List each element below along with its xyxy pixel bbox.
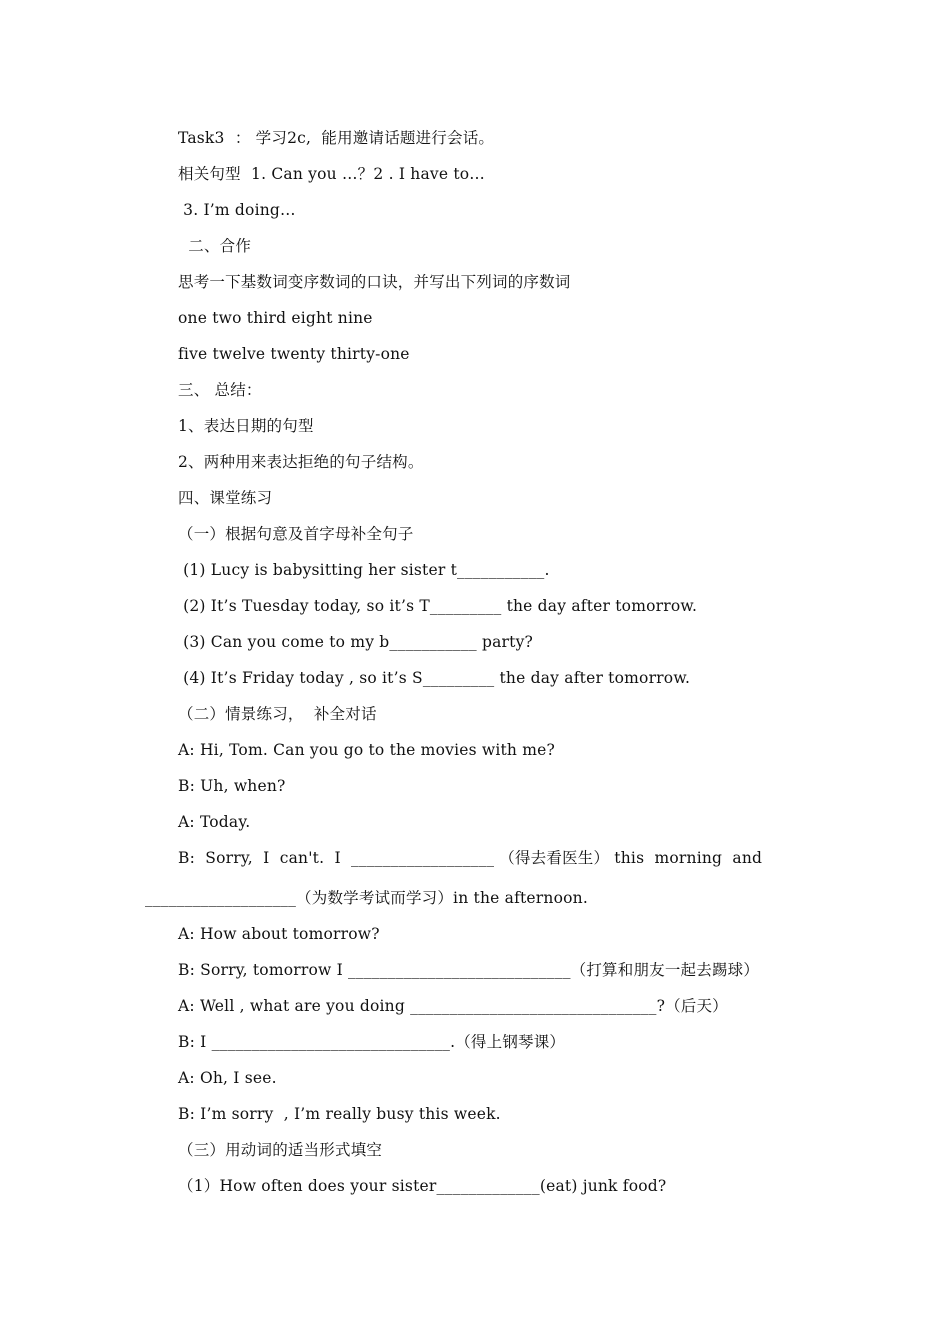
dialogue-line-4-continued: ___________________（为数学考试而学习）in the afternoon. (145, 889, 588, 907)
dialogue-line-1: A: Hi, Tom. Can you go to the movies with me? (178, 741, 556, 759)
ordinal-words-row-2: five twelve twenty thirty-one (178, 345, 410, 363)
dialogue-line-3: A: Today. (178, 813, 251, 831)
dialogue-line-9: A: Oh, I see. (178, 1069, 277, 1087)
dialogue-line-2: B: Uh, when? (178, 777, 286, 795)
dialogue-line-7: A: Well , what are you doing _______________________________?（后天） (178, 997, 728, 1015)
practice-part-2-heading: （二）情景练习， 补全对话 (178, 705, 377, 723)
practice-1-item-2: (2) It’s Tuesday today, so it’s T_________ the day after tomorrow. (178, 597, 698, 615)
practice-1-item-1: (1) Lucy is babysitting her sister t___________. (178, 561, 550, 579)
practice-1-item-3: (3) Can you come to my b___________ party? (178, 633, 534, 651)
ordinal-words-row-1: one two third eight nine (178, 309, 373, 327)
dialogue-line-8: B: I ______________________________.（得上钢琴课） (178, 1033, 566, 1051)
sentence-patterns-line: 相关句型 1. Can you …？2 . I have to… (178, 165, 486, 183)
summary-item-2: 2、两种用来表达拒绝的句子结构。 (178, 453, 424, 471)
dialogue-line-6: B: Sorry, tomorrow I ____________________________（打算和朋友一起去踢球） (178, 961, 760, 979)
section-summary-heading: 三、 总结： (178, 381, 262, 399)
section-practice-heading: 四、课堂练习 (178, 489, 273, 507)
summary-item-1: 1、表达日期的句型 (178, 417, 314, 435)
practice-3-item-1: （1）How often does your sister_____________(eat) junk food? (178, 1177, 667, 1195)
sentence-pattern-3: 3. I’m doing… (178, 201, 296, 219)
practice-part-3-heading: （三）用动词的适当形式填空 (178, 1141, 383, 1159)
section-cooperation-heading: 二、合作 (178, 237, 252, 255)
dialogue-line-5: A: How about tomorrow? (178, 925, 380, 943)
dialogue-line-10: B: I’m sorry , I’m really busy this week. (178, 1105, 501, 1123)
practice-part-1-heading: （一）根据句意及首字母补全句子 (178, 525, 414, 543)
ordinal-instruction: 思考一下基数词变序数词的口诀，并写出下列词的序数词 (178, 273, 571, 291)
dialogue-line-4: B: Sorry, I can't. I __________________ （得去看医生） this morning and (178, 849, 763, 867)
practice-1-item-4: (4) It’s Friday today , so it’s S_________ the day after tomorrow. (178, 669, 691, 687)
task3-line: Task3 ： 学习2c, 能用邀请话题进行会话。 (178, 129, 495, 147)
